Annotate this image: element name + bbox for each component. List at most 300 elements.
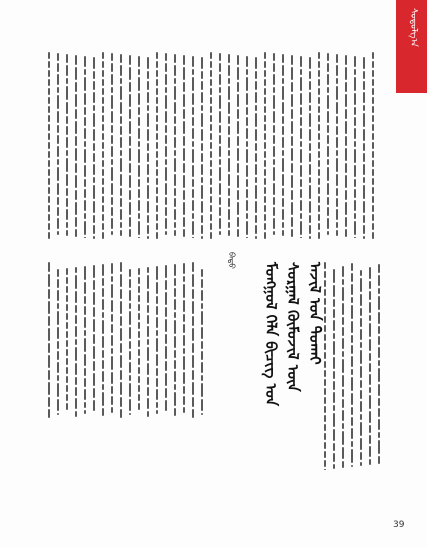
- text-stroke: [351, 305, 353, 319]
- text-stroke: [75, 326, 77, 337]
- text-stroke: [192, 409, 194, 418]
- text-stroke: [156, 214, 158, 221]
- text-stroke: [138, 237, 140, 238]
- text-stroke: [219, 111, 221, 123]
- text-stroke: [102, 196, 104, 203]
- text-stroke: [237, 190, 239, 200]
- text-stroke: [210, 115, 212, 122]
- text-stroke: [342, 338, 344, 349]
- text-stroke: [66, 150, 68, 156]
- text-stroke: [57, 413, 59, 415]
- text-stroke: [147, 347, 149, 361]
- text-stroke: [75, 136, 77, 146]
- text-stroke: [66, 102, 68, 114]
- text-stroke: [219, 146, 221, 157]
- text-stroke: [372, 70, 374, 77]
- text-stroke: [120, 126, 122, 135]
- text-stroke: [129, 362, 131, 373]
- text-stroke: [156, 133, 158, 140]
- text-stroke: [228, 209, 230, 220]
- text-stroke: [93, 334, 95, 344]
- text-stroke: [342, 279, 344, 285]
- text-stroke: [318, 79, 320, 86]
- text-stroke: [147, 105, 149, 111]
- text-stroke: [75, 217, 77, 227]
- text-stroke: [354, 93, 356, 105]
- text-stroke: [318, 187, 320, 194]
- text-stroke: [228, 116, 230, 124]
- text-stroke: [147, 315, 149, 324]
- text-stroke: [237, 55, 239, 65]
- text-stroke: [174, 86, 176, 100]
- text-stroke: [360, 350, 362, 364]
- text-stroke: [351, 284, 353, 295]
- text-stroke: [57, 146, 59, 157]
- text-stroke: [342, 266, 344, 277]
- text-stroke: [219, 197, 221, 205]
- text-stroke: [75, 148, 77, 161]
- text-stroke: [210, 178, 212, 185]
- text-stroke: [345, 94, 347, 107]
- text-stroke: [264, 151, 266, 158]
- text-stroke: [165, 197, 167, 205]
- text-stroke: [102, 133, 104, 140]
- text-stroke: [174, 230, 176, 236]
- text-stroke: [93, 388, 95, 398]
- text-stroke: [93, 105, 95, 111]
- text-stroke: [192, 128, 194, 139]
- text-stroke: [48, 223, 50, 230]
- text-stroke: [273, 197, 275, 205]
- text-stroke: [120, 54, 122, 63]
- text-stroke: [66, 137, 68, 148]
- text-stroke: [327, 87, 329, 93]
- text-stroke: [246, 141, 248, 147]
- text-stroke: [183, 335, 185, 346]
- text-stroke: [111, 53, 113, 61]
- text-stroke: [75, 347, 77, 361]
- text-stroke: [363, 201, 365, 213]
- text-stroke: [156, 223, 158, 230]
- text-stroke: [93, 319, 95, 332]
- text-stroke: [102, 384, 104, 390]
- text-stroke: [354, 189, 356, 198]
- text-stroke: [138, 221, 140, 235]
- text-stroke: [165, 183, 167, 195]
- text-stroke: [129, 94, 131, 107]
- text-stroke: [165, 265, 167, 278]
- text-stroke: [120, 78, 122, 84]
- text-stroke: [210, 79, 212, 86]
- text-stroke: [174, 299, 176, 310]
- text-stroke: [183, 324, 185, 333]
- text-stroke: [48, 370, 50, 380]
- text-stroke: [84, 141, 86, 147]
- text-stroke: [318, 70, 320, 77]
- text-stroke: [228, 158, 230, 172]
- text-stroke: [174, 350, 176, 358]
- text-stroke: [66, 286, 68, 293]
- text-stroke: [102, 88, 104, 95]
- text-stroke: [318, 232, 320, 239]
- text-stroke: [66, 358, 68, 365]
- text-stroke: [309, 57, 311, 69]
- text-stroke: [324, 397, 326, 404]
- text-stroke: [333, 381, 335, 390]
- text-stroke: [273, 167, 275, 181]
- text-stroke: [138, 403, 140, 410]
- text-stroke: [111, 372, 113, 384]
- text-stroke: [48, 61, 50, 68]
- text-stroke: [102, 115, 104, 122]
- text-stroke: [360, 294, 362, 306]
- text-stroke: [174, 137, 176, 148]
- text-stroke: [156, 61, 158, 68]
- text-stroke: [174, 116, 176, 124]
- text-stroke: [324, 388, 326, 395]
- text-stroke: [48, 115, 50, 122]
- text-stroke: [84, 266, 86, 280]
- text-stroke: [93, 143, 95, 151]
- text-stroke: [282, 158, 284, 172]
- text-stroke: [255, 92, 257, 103]
- text-stroke: [66, 295, 68, 302]
- text-stroke: [300, 149, 302, 163]
- text-stroke: [372, 187, 374, 194]
- text-stroke: [192, 355, 194, 368]
- text-stroke: [369, 363, 371, 372]
- text-stroke: [111, 146, 113, 157]
- text-stroke: [84, 165, 86, 177]
- text-stroke: [324, 352, 326, 359]
- text-stroke: [66, 268, 68, 275]
- text-stroke: [246, 107, 248, 115]
- text-stroke: [201, 269, 203, 277]
- text-stroke: [360, 342, 362, 348]
- text-stroke: [138, 394, 140, 401]
- text-stroke: [120, 343, 122, 353]
- text-stroke: [201, 375, 203, 381]
- text-stroke: [84, 368, 86, 376]
- text-stroke: [120, 150, 122, 156]
- text-stroke: [318, 61, 320, 68]
- text-stroke: [351, 407, 353, 415]
- text-stroke: [147, 225, 149, 234]
- text-stroke: [93, 346, 95, 359]
- text-stroke: [138, 385, 140, 392]
- text-stroke: [192, 301, 194, 314]
- text-stroke: [111, 207, 113, 216]
- text-stroke: [156, 402, 158, 408]
- text-stroke: [273, 146, 275, 157]
- text-stroke: [192, 274, 194, 287]
- text-stroke: [66, 367, 68, 374]
- text-stroke: [291, 82, 293, 92]
- text-stroke: [156, 338, 158, 352]
- text-stroke: [165, 400, 167, 411]
- text-stroke: [336, 222, 338, 228]
- text-stroke: [210, 205, 212, 212]
- text-stroke: [57, 159, 59, 165]
- text-stroke: [192, 165, 194, 177]
- section-tab-label: ᠰᠤᠳᠤᠯᠭ᠎ᠠ: [408, 8, 418, 47]
- text-stroke: [363, 185, 365, 199]
- text-stroke: [246, 117, 248, 126]
- text-stroke: [156, 124, 158, 131]
- text-stroke: [201, 201, 203, 213]
- text-stroke: [57, 207, 59, 216]
- text-stroke: [360, 278, 362, 292]
- text-stroke: [102, 299, 104, 310]
- text-stroke: [318, 151, 320, 158]
- text-stroke: [102, 336, 104, 348]
- text-stroke: [237, 175, 239, 188]
- text-stroke: [300, 93, 302, 105]
- text-stroke: [354, 149, 356, 163]
- text-stroke: [156, 306, 158, 315]
- text-stroke: [93, 185, 95, 199]
- text-stroke: [354, 77, 356, 91]
- author-name: ᠪᠠᠲᠤ: [227, 252, 236, 269]
- text-stroke: [66, 349, 68, 356]
- text-stroke: [333, 453, 335, 462]
- text-stroke: [354, 165, 356, 177]
- text-stroke: [201, 236, 203, 239]
- text-stroke: [336, 78, 338, 84]
- text-stroke: [324, 424, 326, 431]
- text-stroke: [138, 141, 140, 147]
- text-stroke: [93, 280, 95, 290]
- text-stroke: [129, 290, 131, 301]
- text-stroke: [75, 315, 77, 324]
- text-stroke: [129, 375, 131, 381]
- text-stroke: [228, 188, 230, 196]
- text-stroke: [201, 164, 203, 175]
- text-stroke: [102, 312, 104, 318]
- text-stroke: [75, 67, 77, 80]
- text-stroke: [255, 71, 257, 79]
- text-stroke: [342, 359, 344, 373]
- text-stroke: [360, 452, 362, 460]
- text-stroke: [201, 113, 203, 127]
- text-stroke: [66, 65, 68, 76]
- text-stroke: [111, 300, 113, 312]
- text-stroke: [156, 79, 158, 86]
- text-stroke: [183, 348, 185, 354]
- text-stroke: [219, 231, 221, 235]
- text-stroke: [219, 218, 221, 229]
- text-stroke: [156, 368, 158, 376]
- text-stroke: [174, 288, 176, 297]
- text-stroke: [129, 202, 131, 215]
- text-stroke: [378, 384, 380, 396]
- text-stroke: [111, 167, 113, 181]
- text-stroke: [129, 351, 131, 360]
- text-stroke: [48, 343, 50, 353]
- text-stroke: [102, 392, 104, 406]
- text-stroke: [48, 205, 50, 212]
- text-stroke: [324, 262, 326, 269]
- text-stroke: [183, 67, 185, 80]
- text-stroke: [210, 214, 212, 221]
- text-stroke: [57, 351, 59, 360]
- text-stroke: [84, 282, 86, 294]
- text-stroke: [201, 351, 203, 360]
- text-stroke: [120, 274, 122, 287]
- text-stroke: [147, 57, 149, 69]
- text-stroke: [351, 263, 353, 271]
- text-stroke: [345, 202, 347, 215]
- text-stroke: [360, 329, 362, 340]
- text-stroke: [309, 225, 311, 234]
- text-stroke: [228, 65, 230, 76]
- text-stroke: [66, 198, 68, 207]
- text-stroke: [165, 388, 167, 398]
- text-stroke: [300, 165, 302, 177]
- text-stroke: [66, 230, 68, 236]
- text-stroke: [282, 230, 284, 236]
- text-stroke: [84, 107, 86, 115]
- text-stroke: [363, 225, 365, 234]
- text-stroke: [102, 371, 104, 382]
- text-stroke: [333, 443, 335, 451]
- text-stroke: [336, 158, 338, 172]
- text-stroke: [111, 183, 113, 195]
- text-stroke: [120, 370, 122, 380]
- text-stroke: [120, 158, 122, 172]
- text-stroke: [360, 414, 362, 420]
- text-stroke: [57, 269, 59, 277]
- text-stroke: [282, 174, 284, 186]
- text-stroke: [336, 65, 338, 76]
- text-stroke: [129, 229, 131, 237]
- text-stroke: [147, 177, 149, 183]
- text-stroke: [318, 160, 320, 167]
- text-stroke: [378, 275, 380, 286]
- text-stroke: [48, 187, 50, 194]
- text-stroke: [156, 317, 158, 328]
- text-stroke: [246, 56, 248, 67]
- text-stroke: [48, 355, 50, 368]
- text-stroke: [102, 264, 104, 276]
- text-stroke: [147, 363, 149, 375]
- text-stroke: [138, 277, 140, 284]
- text-stroke: [183, 284, 185, 298]
- text-stroke: [333, 269, 335, 283]
- text-stroke: [372, 88, 374, 95]
- text-stroke: [138, 322, 140, 329]
- text-stroke: [237, 229, 239, 237]
- text-stroke: [291, 109, 293, 119]
- text-stroke: [165, 167, 167, 181]
- text-stroke: [75, 398, 77, 409]
- text-stroke: [327, 95, 329, 109]
- text-stroke: [273, 74, 275, 85]
- text-stroke: [201, 92, 203, 103]
- text-stroke: [273, 125, 275, 133]
- text-stroke: [57, 218, 59, 229]
- text-stroke: [111, 87, 113, 93]
- text-stroke: [210, 70, 212, 77]
- text-stroke: [129, 67, 131, 80]
- text-stroke: [324, 343, 326, 350]
- text-stroke: [324, 361, 326, 368]
- text-stroke: [192, 328, 194, 341]
- text-stroke: [120, 116, 122, 124]
- text-stroke: [342, 431, 344, 445]
- text-stroke: [84, 306, 86, 315]
- text-stroke: [309, 153, 311, 162]
- text-stroke: [48, 79, 50, 86]
- text-stroke: [336, 230, 338, 236]
- text-stroke: [183, 407, 185, 413]
- text-stroke: [84, 128, 86, 139]
- text-stroke: [264, 124, 266, 131]
- text-stroke: [369, 435, 371, 444]
- text-stroke: [255, 215, 257, 223]
- text-stroke: [183, 314, 185, 322]
- text-stroke: [309, 143, 311, 151]
- text-stroke: [165, 280, 167, 290]
- text-stroke: [102, 124, 104, 131]
- text-stroke: [342, 410, 344, 421]
- text-stroke: [102, 97, 104, 104]
- text-stroke: [84, 410, 86, 414]
- text-stroke: [165, 346, 167, 359]
- text-stroke: [120, 316, 122, 326]
- text-stroke: [84, 389, 86, 400]
- text-stroke: [48, 133, 50, 140]
- text-stroke: [102, 151, 104, 158]
- text-stroke: [174, 336, 176, 348]
- text-stroke: [372, 61, 374, 68]
- text-stroke: [324, 460, 326, 467]
- text-stroke: [372, 214, 374, 221]
- text-stroke: [102, 52, 104, 59]
- text-stroke: [174, 278, 176, 286]
- text-stroke: [282, 102, 284, 114]
- text-stroke: [48, 106, 50, 113]
- text-stroke: [273, 207, 275, 216]
- text-stroke: [192, 107, 194, 115]
- text-stroke: [111, 111, 113, 123]
- text-stroke: [147, 143, 149, 151]
- text-stroke: [66, 158, 68, 172]
- text-stroke: [324, 298, 326, 305]
- text-stroke: [156, 70, 158, 77]
- text-stroke: [282, 126, 284, 135]
- text-stroke: [333, 299, 335, 307]
- text-stroke: [75, 339, 77, 345]
- text-stroke: [183, 190, 185, 200]
- text-stroke: [156, 378, 158, 387]
- text-stroke: [102, 79, 104, 86]
- text-stroke: [93, 71, 95, 79]
- text-stroke: [300, 189, 302, 198]
- text-stroke: [147, 339, 149, 345]
- text-stroke: [84, 317, 86, 328]
- text-stroke: [156, 160, 158, 167]
- text-stroke: [111, 284, 113, 298]
- text-stroke: [354, 213, 356, 219]
- text-stroke: [48, 151, 50, 158]
- text-stroke: [120, 230, 122, 236]
- text-stroke: [210, 124, 212, 131]
- text-stroke: [201, 57, 203, 69]
- text-stroke: [129, 136, 131, 146]
- text-stroke: [201, 225, 203, 234]
- text-stroke: [255, 201, 257, 213]
